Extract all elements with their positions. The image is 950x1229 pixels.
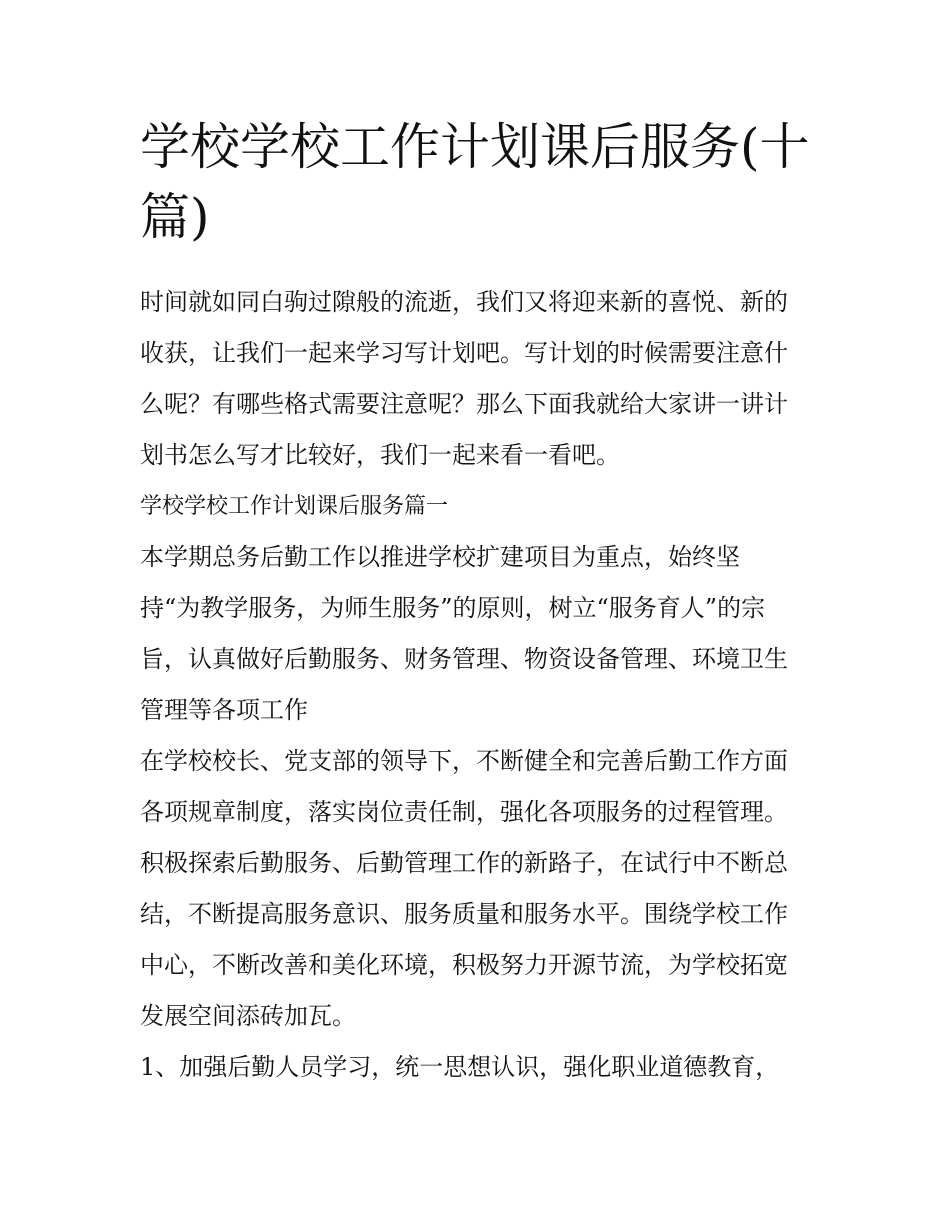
paragraph-1-line-1: 本学期总务后勤工作以推进学校扩建项目为重点，始终坚 — [140, 543, 740, 571]
list-item-1-line-1: 1、加强后勤人员学习，统一思想认识，强化职业道德教育， — [140, 1053, 780, 1081]
intro-line-1: 时间就如同白驹过隙般的流逝，我们又将迎来新的喜悦、新的 — [140, 288, 788, 316]
paragraph-1-line-3: 旨，认真做好后勤服务、财务管理、物资设备管理、环境卫生 — [140, 645, 788, 673]
paragraph-1-line-4: 管理等各项工作 — [140, 696, 308, 724]
title-line-2: 篇) — [140, 188, 210, 246]
paragraph-2-line-2: 各项规章制度，落实岗位责任制，强化各项服务的过程管理。 — [140, 798, 788, 826]
intro-line-2: 收获，让我们一起来学习写计划吧。写计划的时候需要注意什 — [140, 339, 788, 367]
paragraph-1-line-2: 持“为教学服务，为师生服务”的原则，树立“服务育人”的宗 — [140, 594, 766, 622]
document-body — [140, 277, 820, 1093]
paragraph-2-line-4: 结，不断提高服务意识、服务质量和服务水平。围绕学校工作 — [140, 900, 788, 928]
paragraph-2-line-3: 积极探索后勤服务、后勤管理工作的新路子，在试行中不断总 — [140, 849, 788, 877]
paragraph-2-line-5: 中心，不断改善和美化环境，积极努力开源节流，为学校拓宽 — [140, 951, 788, 979]
intro-line-3: 么呢？有哪些格式需要注意呢？那么下面我就给大家讲一讲计 — [140, 390, 788, 418]
intro-line-4: 划书怎么写才比较好，我们一起来看一看吧。 — [140, 441, 620, 469]
document-title — [140, 112, 820, 252]
paragraph-2-line-6: 发展空间添砖加瓦。 — [140, 1002, 356, 1030]
section-heading: 学校学校工作计划课后服务篇一 — [140, 494, 449, 519]
title-line-1: 学校学校工作计划课后服务(十 — [140, 118, 810, 176]
paragraph-2-line-1: 在学校校长、党支部的领导下，不断健全和完善后勤工作方面 — [140, 747, 788, 775]
